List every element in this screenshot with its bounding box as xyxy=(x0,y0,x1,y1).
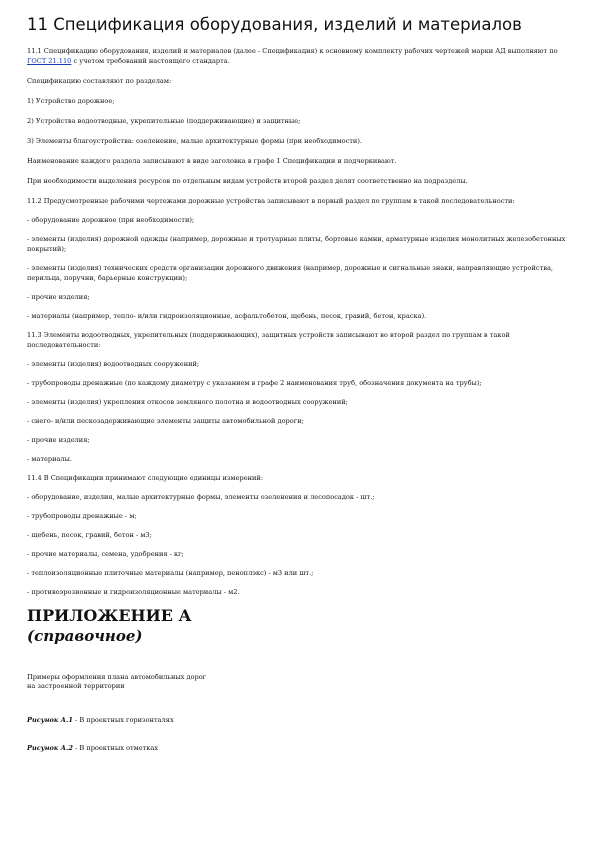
section-item-2: 2) Устройства водоотводные, укрепительные (поддерживающие) и защитные; xyxy=(27,117,301,125)
gost-21-110-link[interactable]: ГОСТ 21.110 xyxy=(27,57,72,65)
section-item-3: 3) Элементы благоустройства: озеленение, малые архитектурные формы (при необходимости). xyxy=(27,137,362,145)
section-name-paragraph: Наименование каждого раздела записывают в виде заголовка в графе 1 Спецификации и подчеркивают. xyxy=(27,157,397,165)
list-11-2-item: - элементы (изделия) дорожной одежды (например, дорожные и тротуарные плиты, бортовые камни, арматурные изделия монолитных железобетонных покрытий); xyxy=(27,235,566,253)
figure-a2-text: - В проектных отметках xyxy=(72,744,159,752)
caption-line-1: Примеры оформления плана автомобильных дорог xyxy=(27,673,207,681)
figure-a2-label: Рисунок А.2 xyxy=(27,744,73,752)
appendix-subtitle: (справочное) xyxy=(27,627,143,645)
appendix-caption xyxy=(27,673,568,691)
paragraph-11-4: 11.4 В Спецификации принимают следующие единицы измерений: xyxy=(27,474,264,482)
figure-a1-label: Рисунок А.1 xyxy=(27,716,73,724)
list-11-2-item: - материалы (например, тепло- и/или гидроизоляционные, асфальтобетон, щебень, песок, гравий, бетон, краска). xyxy=(27,312,427,320)
list-11-3-item: - материалы. xyxy=(27,455,73,463)
section-item-1: 1) Устройство дорожное; xyxy=(27,97,115,105)
list-11-4-item: - теплоизоляционные плиточные материалы (например, пеноплэкс) - м3 или шт.; xyxy=(27,569,314,577)
paragraph-11-2: 11.2 Предусмотренные рабочими чертежами дорожные устройства записывают в первый раздел по группам в такой последовательности: xyxy=(27,197,515,205)
list-11-2-item: - оборудование дорожное (при необходимости); xyxy=(27,216,195,224)
list-11-4-item: - противоэрозионные и гидроизоляционные материалы - м2. xyxy=(27,588,240,596)
appendix-title: ПРИЛОЖЕНИЕ А xyxy=(27,606,192,625)
caption-line-2: на застроенной территории xyxy=(27,682,125,690)
list-11-2-item: - элементы (изделия) технических средств организации дорожного движения (например, дорожные и сигнальные знаки, направляющие устройства, перильца, поручни, барьерные конструкции); xyxy=(27,264,553,282)
list-11-2-item: - прочие изделия; xyxy=(27,293,90,301)
list-11-3-item: - трубопроводы дренажные (по каждому диаметру с указанием в графе 2 наименования труб, обозначения документа на трубы); xyxy=(27,379,482,387)
list-11-3-item: - прочие изделия; xyxy=(27,436,90,444)
list-11-4-item: - оборудование, изделия, малые архитектурные формы, элементы озеленения и лесопосадок - шт.; xyxy=(27,493,375,501)
list-11-4-item: - прочие материалы, семена, удобрения - кг; xyxy=(27,550,184,558)
list-11-3-item: - снего- и/или пескозадерживающие элементы защиты автомобильной дороги; xyxy=(27,417,304,425)
list-11-3-item: - элементы (изделия) водоотводных сооружений; xyxy=(27,360,200,368)
figure-a2-caption xyxy=(27,743,568,753)
figure-a1-text: - В проектных горизонталях xyxy=(72,716,174,724)
list-11-4-item: - трубопроводы дренажные - м; xyxy=(27,512,137,520)
section-title: 11 Спецификация оборудования, изделий и материалов xyxy=(27,15,522,34)
figure-a1-caption xyxy=(27,715,568,725)
paragraph-11-1 xyxy=(27,46,568,66)
subsections-paragraph: При необходимости выделения ресурсов по отдельным видам устройств второй раздел делят соответственно на подразделы. xyxy=(27,177,468,185)
paragraph-11-1-text-after: с учетом требований настоящего стандарта. xyxy=(71,57,230,65)
list-11-3-item: - элементы (изделия) укрепления откосов земляного полотна и водоотводных сооружений; xyxy=(27,398,348,406)
sections-intro: Спецификацию составляют по разделам: xyxy=(27,77,172,85)
paragraph-11-3: 11.3 Элементы водоотводных, укрепительных (поддерживающих), защитных устройств записывают во второй раздел по группам в такой последовательности: xyxy=(27,331,510,349)
list-11-4-item: - щебень, песок, гравий, бетон - м3; xyxy=(27,531,152,539)
paragraph-11-1-text-before: 11.1 Спецификацию оборудования, изделий и материалов (далее - Спецификация) к основному комплекту рабочих чертежей марки АД выполняют по xyxy=(27,47,558,55)
